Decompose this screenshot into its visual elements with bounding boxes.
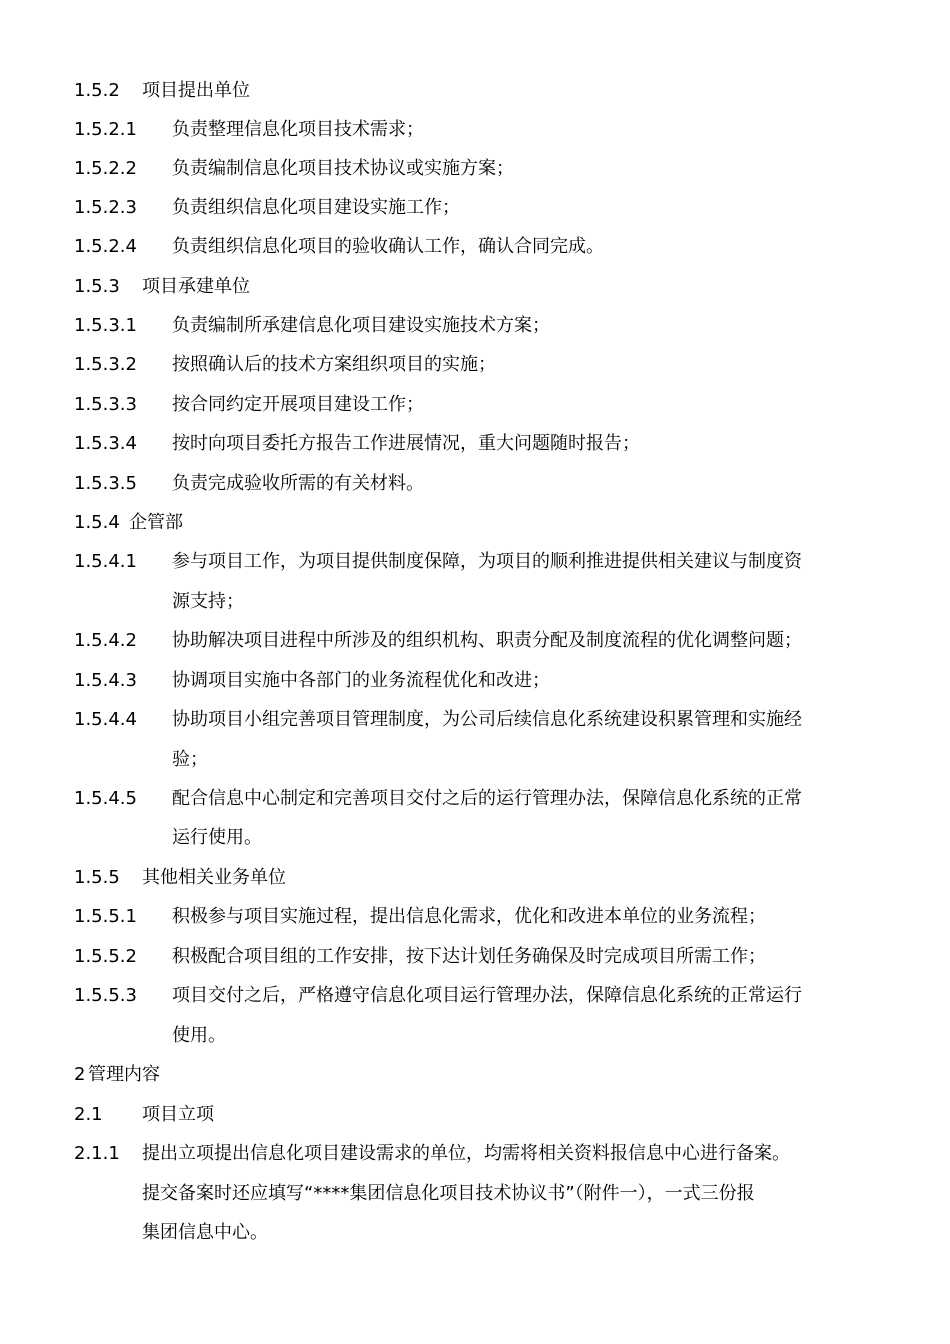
item-number: 1.5.2.4: [74, 236, 137, 257]
item-number: 1.5.4.1: [74, 551, 137, 572]
section-number: 2.1: [74, 1104, 103, 1125]
item-text: 负责组织信息化项目的验收确认工作，确认合同完成。: [172, 236, 604, 257]
item-text: 按时向项目委托方报告工作进展情况，重大问题随时报告；: [172, 433, 640, 454]
item-text-continuation: 运行使用。: [172, 827, 262, 848]
item-number: 1.5.3.4: [74, 433, 137, 454]
item-number: 1.5.4.5: [74, 788, 137, 809]
item-text: 负责编制所承建信息化项目建设实施技术方案；: [172, 315, 550, 336]
item-text: 按合同约定开展项目建设工作；: [172, 394, 424, 415]
item-number: 1.5.4.2: [74, 630, 137, 651]
item-text: 积极配合项目组的工作安排，按下达计划任务确保及时完成项目所需工作；: [172, 946, 766, 967]
item-text: 协助项目小组完善项目管理制度，为公司后续信息化系统建设积累管理和实施经: [172, 709, 802, 730]
item-text-continuation: 源支持；: [172, 591, 244, 612]
item-text: 参与项目工作，为项目提供制度保障，为项目的顺利推进提供相关建议与制度资: [172, 551, 802, 572]
section-title: 项目提出单位: [142, 80, 250, 101]
item-text-continuation: 验；: [172, 749, 208, 770]
item-text: 积极参与项目实施过程，提出信息化需求，优化和改进本单位的业务流程；: [172, 906, 766, 927]
item-number: 1.5.2.2: [74, 158, 137, 179]
item-text: 提出立项提出信息化项目建设需求的单位，均需将相关资料报信息中心进行备案。: [142, 1143, 790, 1164]
section-title: 项目立项: [142, 1104, 214, 1125]
item-number: 1.5.3.1: [74, 315, 137, 336]
item-text: 配合信息中心制定和完善项目交付之后的运行管理办法，保障信息化系统的正常: [172, 788, 802, 809]
section-title: 其他相关业务单位: [142, 867, 286, 888]
item-number: 1.5.2.1: [74, 119, 137, 140]
item-number: 1.5.3.5: [74, 473, 137, 494]
item-number: 1.5.3.3: [74, 394, 137, 415]
item-text: 负责组织信息化项目建设实施工作；: [172, 197, 460, 218]
section-number: 1.5.3: [74, 276, 120, 297]
item-number: 1.5.5.3: [74, 985, 137, 1006]
section-number: 2: [74, 1064, 86, 1085]
item-number: 2.1.1: [74, 1143, 120, 1164]
item-text: 协调项目实施中各部门的业务流程优化和改进；: [172, 670, 550, 691]
item-number: 1.5.2.3: [74, 197, 137, 218]
item-text: 负责整理信息化项目技术需求；: [172, 119, 424, 140]
item-text-continuation: 集团信息中心。: [142, 1222, 268, 1243]
item-text: 协助解决项目进程中所涉及的组织机构、职责分配及制度流程的优化调整问题；: [172, 630, 802, 651]
item-text: 负责编制信息化项目技术协议或实施方案；: [172, 158, 514, 179]
section-number: 1.5.5: [74, 867, 120, 888]
item-number: 1.5.5.1: [74, 906, 137, 927]
section-title: 企管部: [129, 512, 183, 533]
item-text-continuation: 使用。: [172, 1025, 226, 1046]
item-number: 1.5.3.2: [74, 354, 137, 375]
section-title: 项目承建单位: [142, 276, 250, 297]
item-text: 项目交付之后，严格遵守信息化项目运行管理办法，保障信息化系统的正常运行: [172, 985, 802, 1006]
section-number: 1.5.2: [74, 80, 120, 101]
section-number: 1.5.4: [74, 512, 120, 533]
item-text-continuation: 提交备案时还应填写“****集团信息化项目技术协议书”（附件一），一式三份报: [142, 1183, 755, 1204]
item-number: 1.5.5.2: [74, 946, 137, 967]
item-number: 1.5.4.3: [74, 670, 137, 691]
section-title: 管理内容: [88, 1064, 160, 1085]
item-text: 负责完成验收所需的有关材料。: [172, 473, 424, 494]
item-text: 按照确认后的技术方案组织项目的实施；: [172, 354, 496, 375]
item-number: 1.5.4.4: [74, 709, 137, 730]
